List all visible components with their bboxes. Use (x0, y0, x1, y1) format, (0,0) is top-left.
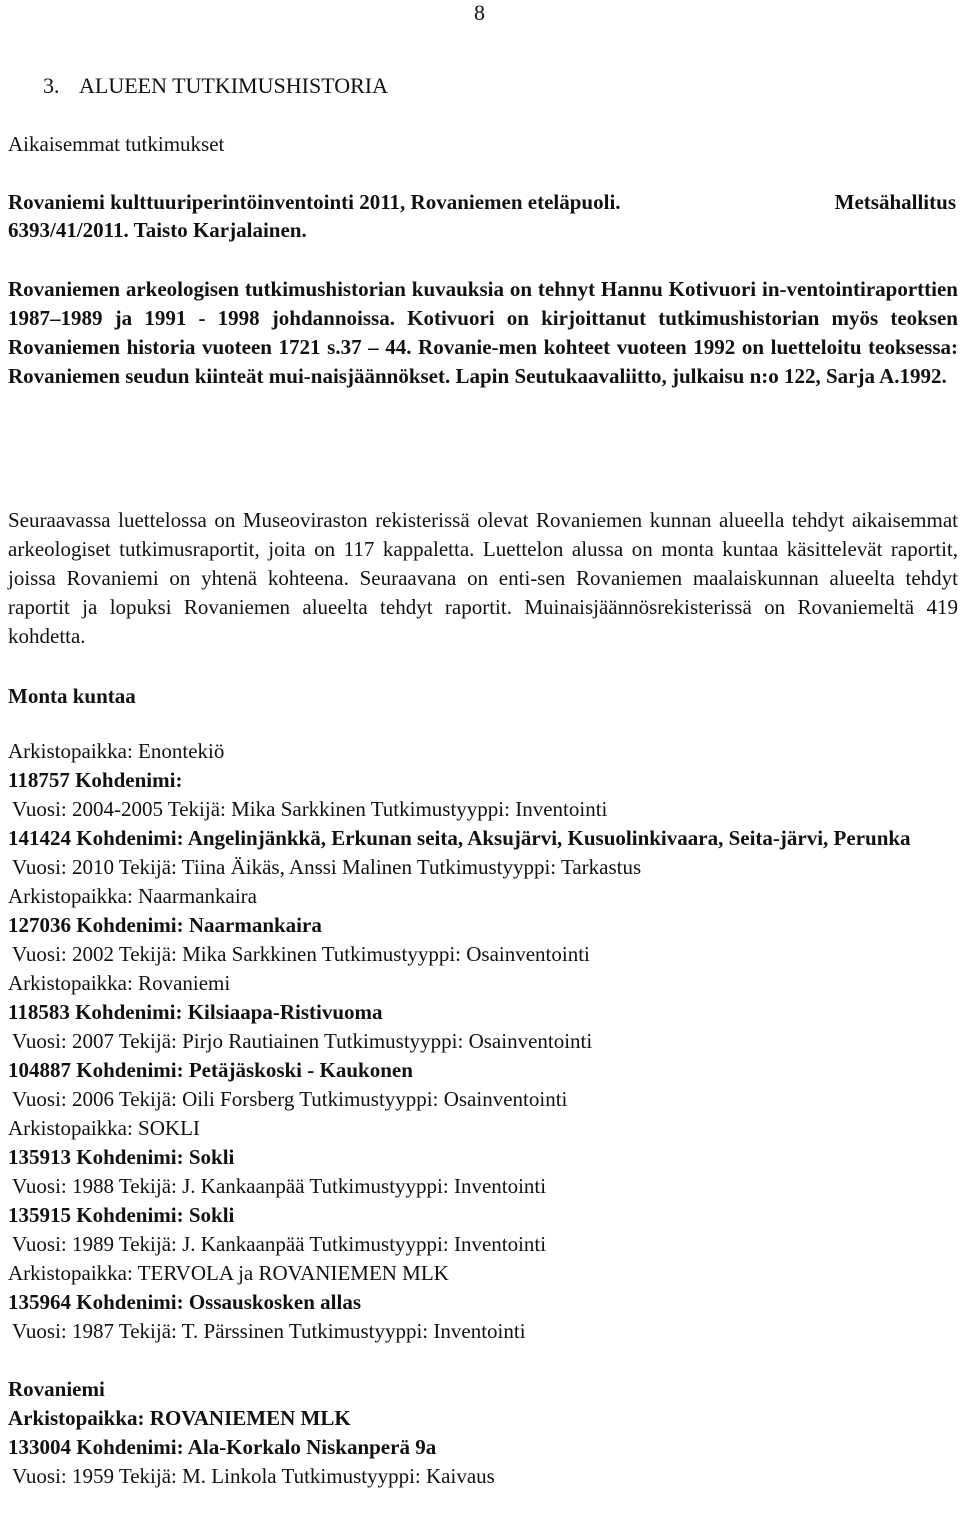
page-number: 8 (474, 0, 485, 25)
heading-monta-kuntaa: Monta kuntaa (8, 684, 136, 708)
site-entry: 135913 Kohdenimi: Sokli (8, 1145, 235, 1169)
site-entry: 104887 Kohdenimi: Petäjäskoski - Kaukonen (8, 1058, 413, 1082)
report-details: Vuosi: 2007 Tekijä: Pirjo Rautiainen Tutkimustyyppi: Osainventointi (12, 1029, 593, 1053)
paragraph1-part1: Rovaniemen arkeologisen tutkimushistorian kuvauksia on tehnyt Hannu Kotivuori in-ventointiraporttien 1987–1989 ja 1991 - 1998 johdannoissa. (8, 277, 958, 330)
report-details: Vuosi: 2004-2005 Tekijä: Mika Sarkkinen Tutkimustyyppi: Inventointi (12, 797, 608, 821)
report-details: Vuosi: 2006 Tekijä: Oili Forsberg Tutkimustyyppi: Osainventointi (12, 1087, 568, 1111)
site-entry: 141424 Kohdenimi: Angelinjänkkä, Erkunan seita, Aksujärvi, Kusuolinkivaara, Seita-järvi, Perunka (8, 826, 911, 850)
report-details: Vuosi: 2010 Tekijä: Tiina Äikäs, Anssi Malinen Tutkimustyyppi: Tarkastus (12, 855, 642, 879)
research-history-paragraph (8, 275, 958, 391)
site-entry: 133004 Kohdenimi: Ala-Korkalo Niskanperä 9a (8, 1435, 437, 1459)
report-details: Vuosi: 1959 Tekijä: M. Linkola Tutkimustyyppi: Kaivaus (12, 1464, 495, 1488)
site-entry: 118757 Kohdenimi: (8, 768, 183, 792)
list-spacer (8, 1346, 958, 1375)
section-heading (43, 72, 388, 100)
reference-entry (8, 188, 956, 244)
section-title: ALUEEN TUTKIMUSHISTORIA (79, 73, 389, 98)
report-details: Vuosi: 1988 Tekijä: J. Kankaanpää Tutkimustyyppi: Inventointi (12, 1174, 547, 1198)
paragraph1-part2: Kotivuori on kirjoittanut tutkimushistorian myös teoksen Rovaniemen historia vuoteen 1721 s.37 – 44. Rovanie-men kohteet vuoteen 1992 on luetteloitu teoksessa: Rovaniemen seudun kiinteät mui-naisjäännökset. Lapin Seutukaavaliitto, julkaisu n:o 122, Sarja A.1992. (8, 306, 958, 388)
reference-line1-b: Metsähallitus (834, 190, 956, 214)
archive-place: Arkistopaikka: Rovaniemi (8, 971, 231, 995)
report-details: Vuosi: 1987 Tekijä: T. Pärssinen Tutkimustyyppi: Inventointi (12, 1319, 526, 1343)
archive-place: Arkistopaikka: SOKLI (8, 1116, 200, 1140)
site-entry: 135964 Kohdenimi: Ossauskosken allas (8, 1290, 362, 1314)
report-list (8, 737, 958, 1491)
report-details: Vuosi: 2002 Tekijä: Mika Sarkkinen Tutkimustyyppi: Osainventointi (12, 942, 590, 966)
list-intro-paragraph: Seuraavassa luettelossa on Museoviraston rekisterissä olevat Rovaniemen kunnan alueella tehdyt aikaisemmat arkeologiset tutkimusraportit, joita on 117 kappaletta. Luettelon alussa on monta kuntaa käsittelevät raportit, joissa Rovaniemi on yhtenä kohteena. Seuraavana on enti-sen Rovaniemen maalaiskunnan alueelta tehdyt raportit ja lopuksi Rovaniemen alueelta tehdyt raportit. Muinaisjäännösrekisterissä on Rovaniemeltä 419 kohdetta. (8, 508, 958, 648)
archive-place: Arkistopaikka: Enontekiö (8, 739, 225, 763)
reference-line2: 6393/41/2011. Taisto Karjalainen. (8, 218, 307, 242)
site-entry: Arkistopaikka: ROVANIEMEN MLK (8, 1406, 351, 1430)
section-number: 3. (43, 73, 60, 98)
site-entry: 135915 Kohdenimi: Sokli (8, 1203, 235, 1227)
archive-place: Arkistopaikka: Naarmankaira (8, 884, 257, 908)
archive-place: Arkistopaikka: TERVOLA ja ROVANIEMEN MLK (8, 1261, 449, 1285)
subsection-title: Aikaisemmat tutkimukset (8, 132, 225, 156)
reference-line1-a: Rovaniemi kulttuuriperintöinventointi 2011, Rovaniemen eteläpuoli. (8, 190, 621, 214)
site-entry: 118583 Kohdenimi: Kilsiaapa-Ristivuoma (8, 1000, 383, 1024)
site-entry: 127036 Kohdenimi: Naarmankaira (8, 913, 322, 937)
section-subheading: Rovaniemi (8, 1377, 105, 1401)
report-details: Vuosi: 1989 Tekijä: J. Kankaanpää Tutkimustyyppi: Inventointi (12, 1232, 547, 1256)
